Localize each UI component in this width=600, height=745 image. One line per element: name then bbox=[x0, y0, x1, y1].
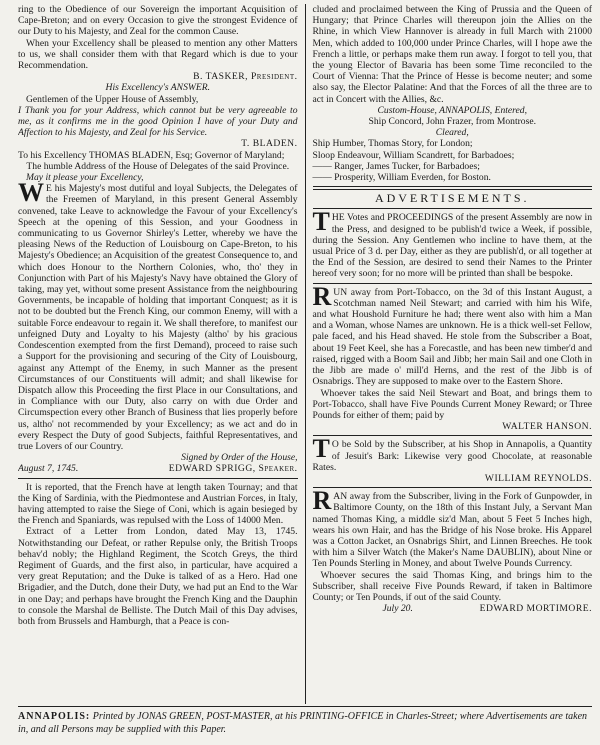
entered-ship: Ship Concord, John Frazer, from Montrose. bbox=[368, 116, 536, 128]
colophon-lead: ANNAPOLIS: bbox=[18, 711, 91, 722]
answer-addressee: Gentlemen of the Upper House of Assembly, bbox=[26, 93, 199, 105]
salutation: May it please your Excellency, bbox=[26, 172, 144, 184]
ad-runaway-stewart: RUN away from Port-Tobacco, on the 3d of this Instant August, a Scotchman named Neil Stewart; and carried with him his Wife, and what Houshold Furniture he had; there went also with him a Man and a Woman, whose Names are unknown. He is a thick well-set Fellow, pale faced, and his Head shaved. He stole from the Subscriber a Boat, about 19 Feet Keel, she has a Forecastle, and has been new timber'd and raised, rigged with a Boom Sail and Jibb; her main Sail and one Cloth in the Jibb are made o' mill'd Herns, and the rest of the Jibb is of Osnabrigs. They are supposed to make over to the Eastern Shore. bbox=[312, 281, 593, 388]
ad-runaway-king: RAN away from the Subscriber, living in the Fork of Gunpowder, in Baltimore County, on the 18th of this Instant July, a Servant Man named Thomas King, a middle siz'd Man, about 5 Feet 5 Inches high, wears his own Hair, and has the Bridge of his Nose broke. His Apparel was a Cotton Jacket, an Osnabrigs Shirt, and Linnen Breeches. He took with him a Silver Watch (the Maker's Name DAUBLIN), about Nine or Ten Pounds Sterling in Money, and about Twelve Pounds Currency. bbox=[312, 486, 593, 570]
delegates-address-to: To his Excellency THOMAS BLADEN, Esq; Governor of Maryland; bbox=[18, 149, 285, 161]
delegates-date-line bbox=[18, 463, 298, 474]
bladen-signature: T. BLADEN. bbox=[241, 138, 298, 150]
columns bbox=[18, 4, 592, 704]
delegates-address-title: The humble Address of the House of Delegates of the said Province. bbox=[26, 160, 290, 172]
speaker-signature: EDWARD SPRIGG, Speaker. bbox=[168, 463, 298, 475]
ad-votes-proceedings: THE Votes and PROCEEDINGS of the present Assembly are now in the Press, and designed to be publish'd twice a Week, if possible, during the Session. Any Gentlemen who incline to have them, at the usual Price of 3 d. per Day, either as they are publish'd, or all together at the End of the Session, are desired to send their Names to the Printer hereof very soon; for no more will be printed than shall be bespoke. bbox=[312, 207, 593, 280]
answer-text: I Thank you for your Address, which cannot but be very agreeable to me, as it confirms me in the good Opinion I have of your Duty and Affection to his Majesty, and Zeal for his Service. bbox=[18, 104, 298, 139]
cleared-ship: —— Ranger, James Tucker, for Barbadoes; bbox=[312, 160, 480, 172]
news-london-letter: Extract of a Letter from London, dated May 13, 1745. Notwithstanding our Defeat, or rather Repulse only, the British Troops behav'd nobly; the Highland Regiment, the Scotch Greys, the third Regiment of Guards, and the first also, in particular, have acquired a very great Reputation; and the Duke is talked of as a Hero. Had one Brigadier, and the Dutch, done their Duty, we had put an End to the War in one Day; and perhaps have brought the French King and the Dauphin to console the Marshal de Belliste. The Dutch Mail of this Day advises, both from Brussels and Hamburgh, that a Peace is con- bbox=[18, 526, 298, 627]
cleared-label: Cleared, bbox=[435, 127, 469, 139]
divider bbox=[313, 283, 593, 284]
advertisements-heading: ADVERTISEMENTS. bbox=[374, 191, 530, 206]
divider bbox=[313, 435, 593, 436]
upper-house-address-close: When your Excellency shall be pleased to mention any other Matters to us, we shall consider them with that Regard which is due to your Recommendation. bbox=[18, 37, 298, 72]
ad-runaway-stewart-reward: Whoever takes the said Neil Stewart and Boat, and brings them to Port-Tobacco, shall have Five Pounds Current Money Reward; or Three Pounds for either of them; paid by bbox=[312, 387, 593, 421]
colophon-text: Printed by JONAS GREEN, POST-MASTER, at his PRINTING-OFFICE in Charles-Street; where Advertisements are taken in, and all Persons may be supplied with this Paper. bbox=[18, 711, 588, 735]
divider bbox=[313, 186, 593, 190]
divider bbox=[313, 487, 593, 488]
printer-colophon bbox=[18, 706, 592, 742]
ad4-date-line bbox=[313, 603, 593, 614]
reynolds-signature: WILLIAM REYNOLDS. bbox=[484, 472, 593, 484]
ad-runaway-king-reward: Whoever secures the said Thomas King, and brings him to the Subscriber, shall receive Five Pounds Reward, if taken in Baltimore County; or Ten Pounds, if out of the said County. bbox=[312, 569, 593, 603]
mortimore-signature: EDWARD MORTIMORE. bbox=[479, 603, 593, 615]
delegates-address-text: WE his Majesty's most dutiful and loyal Subjects, the Delegates of the Freemen of Maryland, in this present General Assembly convened, take Leave to acknowledge the Favour of your Excellency's Speech at the opening of this Session, and your Goodness in communicating to us Governor Shirley's Letter, whereby we have the pleasing News of the Reduction of Louisbourg on Cape-Breton, to his Majesty's Obedience; an Acquisition of the greatest Consequence to, and which does Honour to the Northern Colonies, who, tho' they in Conjunction with Part of his Majesty's Navy have obtained the Glory of taking, may yet, without some present Assistance from the neighbouring Governments, be incapable of holding that important Conquest; as it is not to be doubted but the French King, our common Enemy, will with a suitable Force endeavour to regain it. We shall therefore, to manifest our unfeigned Duty and Loyalty to his Majesty (altho' by his gracious Condescention exempted from the first Demand), proceed to raise such a Support for the provisioning and securing of the City of Louisbourg, against any Attempt of the Enemy, in such Manner as the present Circumstances of our Constituents will admit; and shall likewise for Dispatch allow this Proceeding the first Place in our Consultations, and in Compliance with our Duty, also carry on with due Order and Circumspection every other Branch of Business that lies properly before us, altho' not recommended by your Excellency; as we act and do in every Respect the Duty of good Subjects, faithful Representatives, and true Lovers of our Country. bbox=[18, 178, 298, 452]
cleared-ship: Sloop Endeavour, William Scandrett, for Barbadoes; bbox=[312, 149, 515, 161]
answer-title: His Excellency's ANSWER. bbox=[105, 82, 210, 94]
left-column bbox=[18, 4, 305, 704]
signed-by-order: Signed by Order of the House, bbox=[181, 452, 298, 464]
president-signature: B. TASKER, President. bbox=[193, 71, 298, 83]
cleared-ship: Ship Humber, Thomas Story, for London; bbox=[312, 138, 473, 150]
divider bbox=[313, 208, 593, 209]
custom-house-title: Custom-House, ANNAPOLIS, Entered, bbox=[377, 104, 527, 116]
divider bbox=[18, 478, 298, 479]
ad-jesuits-bark: TO be Sold by the Subscriber, at his Shop in Annapolis, a Quantity of Jesuit's Bark: Likewise very good Chocolate, at reasonable Rates. bbox=[312, 434, 593, 473]
news-tournay: It is reported, that the French have at length taken Tournay; and that the King of Sardinia, with the Piedmontese and Austrian Forces, in Italy, having attempted to raise the Siege of Coni, which is again besieged by the French and Spaniards, was repulsed with the Loss of 14000 Men. bbox=[18, 481, 298, 527]
news-london-letter-cont: cluded and proclaimed between the King of Prussia and the Queen of Hungary; that Prince Charles will thereupon join the Allies on the Rhine, in which View Hannover is already in full March with 21000 Men, which added to 100,000 under Prince Charles, will I hope awe the French a little, or perhaps make them run away. I forgot to tell you, that the young Elector of Bavaria has been some Time reconciled to the Court of Vienna: That the Prince of Hesse is become neuter; and some also say, the Elector Palatine: And that the Forces of all the three are to act in Concert with the Allies, &c. bbox=[312, 4, 593, 105]
hanson-signature: WALTER HANSON. bbox=[502, 421, 593, 433]
cleared-list bbox=[313, 138, 593, 183]
right-column bbox=[306, 4, 593, 704]
ad4-date: July 20. bbox=[382, 603, 413, 615]
upper-house-address-end: ring to the Obedience of our Sovereign the important Acquisition of Cape-Breton; and on every Occasion to give the strongest Evidence of our Duty to his Majesty, and Zeal for the common Cause. bbox=[18, 4, 298, 38]
delegates-date: August 7, 1745. bbox=[18, 463, 79, 475]
cleared-ship: —— Prosperity, William Everden, for Boston. bbox=[312, 172, 491, 184]
